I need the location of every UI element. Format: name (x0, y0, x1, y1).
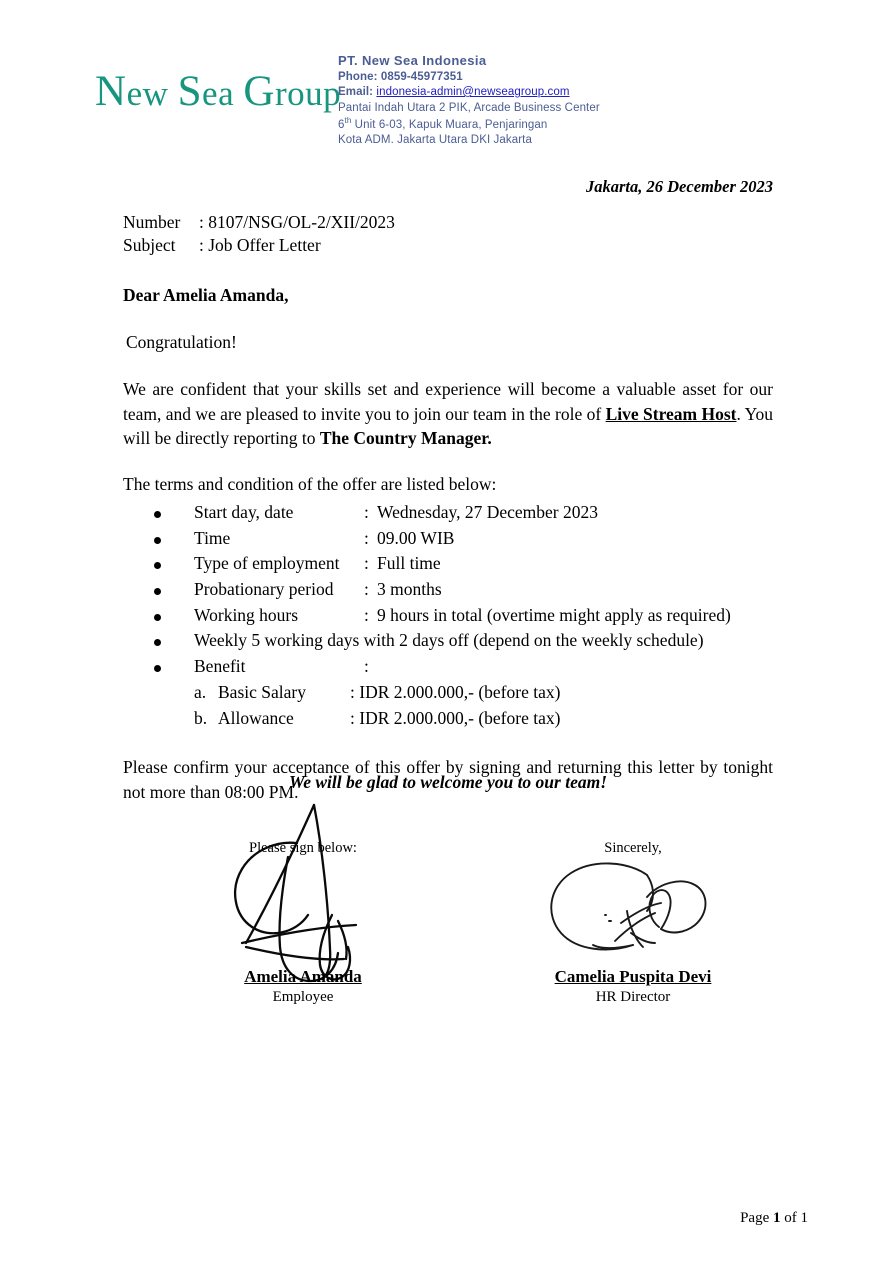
reference-row-subject (123, 235, 395, 258)
signature-canvas-hr (483, 849, 783, 967)
signature-block-hr (483, 840, 783, 1006)
address-floor-ordinal: th (344, 116, 352, 126)
address-line-1: Pantai Indah Utara 2 PIK, Arcade Business Center (338, 101, 600, 114)
benefit-marker: a. (194, 681, 207, 702)
closing-paragraph: Please confirm your acceptance of this offer by signing and returning this letter by tonight not more than 08:00 PM. (123, 757, 773, 803)
date-line (123, 176, 773, 198)
congratulation-text: Congratulation! (126, 331, 237, 352)
term-key: Probationary period (194, 579, 334, 600)
terms-list (123, 500, 773, 680)
address-floor-number: 6 (338, 118, 345, 131)
term-key: Benefit (194, 656, 246, 677)
email-label: Email: (338, 86, 374, 99)
employee-name: Amelia Amanda (244, 967, 362, 986)
benefit-sublist (123, 680, 773, 731)
offer-paragraph (123, 377, 773, 452)
signature-row (123, 840, 803, 1030)
offer-paragraph-part1: We are confident that your skills set and experience will become a valuable asset for our team, and we are pleased to invite you to join our team in the role of (123, 378, 773, 424)
reference-block (123, 212, 395, 258)
signature-canvas-employee (153, 849, 453, 967)
page-suffix: of 1 (780, 1210, 808, 1226)
term-item (151, 603, 773, 629)
phone-value: 0859-45977351 (380, 70, 463, 83)
term-separator: : (364, 527, 369, 548)
role-title: Live Stream Host (605, 403, 737, 424)
benefit-key: Allowance (218, 707, 294, 728)
letterhead (0, 52, 894, 149)
term-key: Weekly 5 working days with 2 days off (depend on the weekly schedule) (194, 630, 704, 651)
letter-body (123, 176, 773, 805)
email-line (338, 85, 600, 101)
salutation: Dear Amelia Amanda, (123, 285, 289, 306)
benefit-value: : IDR 2.000.000,- (before tax) (350, 707, 561, 728)
term-item (151, 526, 773, 552)
term-value: 3 months (377, 579, 442, 600)
terms-intro: The terms and condition of the offer are listed below: (123, 474, 497, 495)
term-key: Time (194, 527, 231, 548)
benefit-item (194, 706, 773, 732)
term-separator: : (364, 604, 369, 625)
term-separator: : (364, 553, 369, 574)
address-line-2 (338, 116, 600, 133)
term-item (151, 500, 773, 526)
term-separator: : (364, 656, 369, 677)
offer-paragraph-part2: . You will be directly reporting to (123, 403, 773, 449)
term-item (151, 551, 773, 577)
benefit-marker: b. (194, 707, 208, 728)
contact-block (338, 52, 600, 149)
benefit-value: : IDR 2.000.000,- (before tax) (350, 681, 561, 702)
subject-value: : Job Offer Letter (199, 235, 321, 256)
term-value: Full time (377, 553, 441, 574)
term-value: 09.00 WIB (377, 527, 455, 548)
term-item (151, 654, 773, 680)
reference-row-number (123, 212, 395, 235)
term-key: Start day, date (194, 501, 294, 522)
benefit-key: Basic Salary (218, 681, 306, 702)
term-value: Wednesday, 27 December 2023 (377, 501, 598, 522)
logo-wordmark: New Sea Group (95, 68, 342, 115)
term-item (151, 577, 773, 603)
hr-role: HR Director (595, 989, 671, 1005)
term-separator: : (364, 501, 369, 522)
sign-prompt-left: Please sign below: (249, 840, 357, 856)
term-value: 9 hours in total (overtime might apply as required) (377, 604, 731, 625)
number-value: : 8107/NSG/OL-2/XII/2023 (199, 212, 395, 233)
handwritten-signature-icon (218, 797, 388, 987)
company-name: PT. New Sea Indonesia (338, 53, 487, 68)
welcome-line: We will be glad to welcome you to our team! (288, 772, 608, 792)
date-value: Jakarta, 26 December 2023 (586, 177, 773, 196)
term-key: Working hours (194, 604, 299, 625)
employee-role: Employee (272, 989, 334, 1005)
number-label: Number (123, 212, 181, 233)
handwritten-signature-icon (543, 853, 723, 963)
hr-name: Camelia Puspita Devi (554, 967, 712, 986)
page-prefix: Page (740, 1210, 773, 1226)
phone-label: Phone: (338, 70, 378, 83)
email-link[interactable]: indonesia-admin@newseagroup.com (376, 86, 570, 99)
sign-prompt-right: Sincerely, (604, 840, 662, 856)
signature-block-employee (153, 840, 453, 1006)
subject-label: Subject (123, 235, 176, 256)
term-separator: : (364, 579, 369, 600)
term-item (151, 628, 773, 654)
term-key: Type of employment (194, 553, 340, 574)
reporting-manager: The Country Manager. (319, 428, 492, 449)
page-footer (0, 1210, 894, 1227)
address-line-3: Kota ADM. Jakarta Utara DKI Jakarta (338, 134, 532, 147)
address-line-2-rest: Unit 6-03, Kapuk Muara, Penjaringan (351, 118, 548, 131)
phone-line (338, 70, 600, 86)
page-number: 1 (773, 1210, 781, 1226)
benefit-item (194, 680, 773, 706)
company-logo (95, 52, 342, 115)
